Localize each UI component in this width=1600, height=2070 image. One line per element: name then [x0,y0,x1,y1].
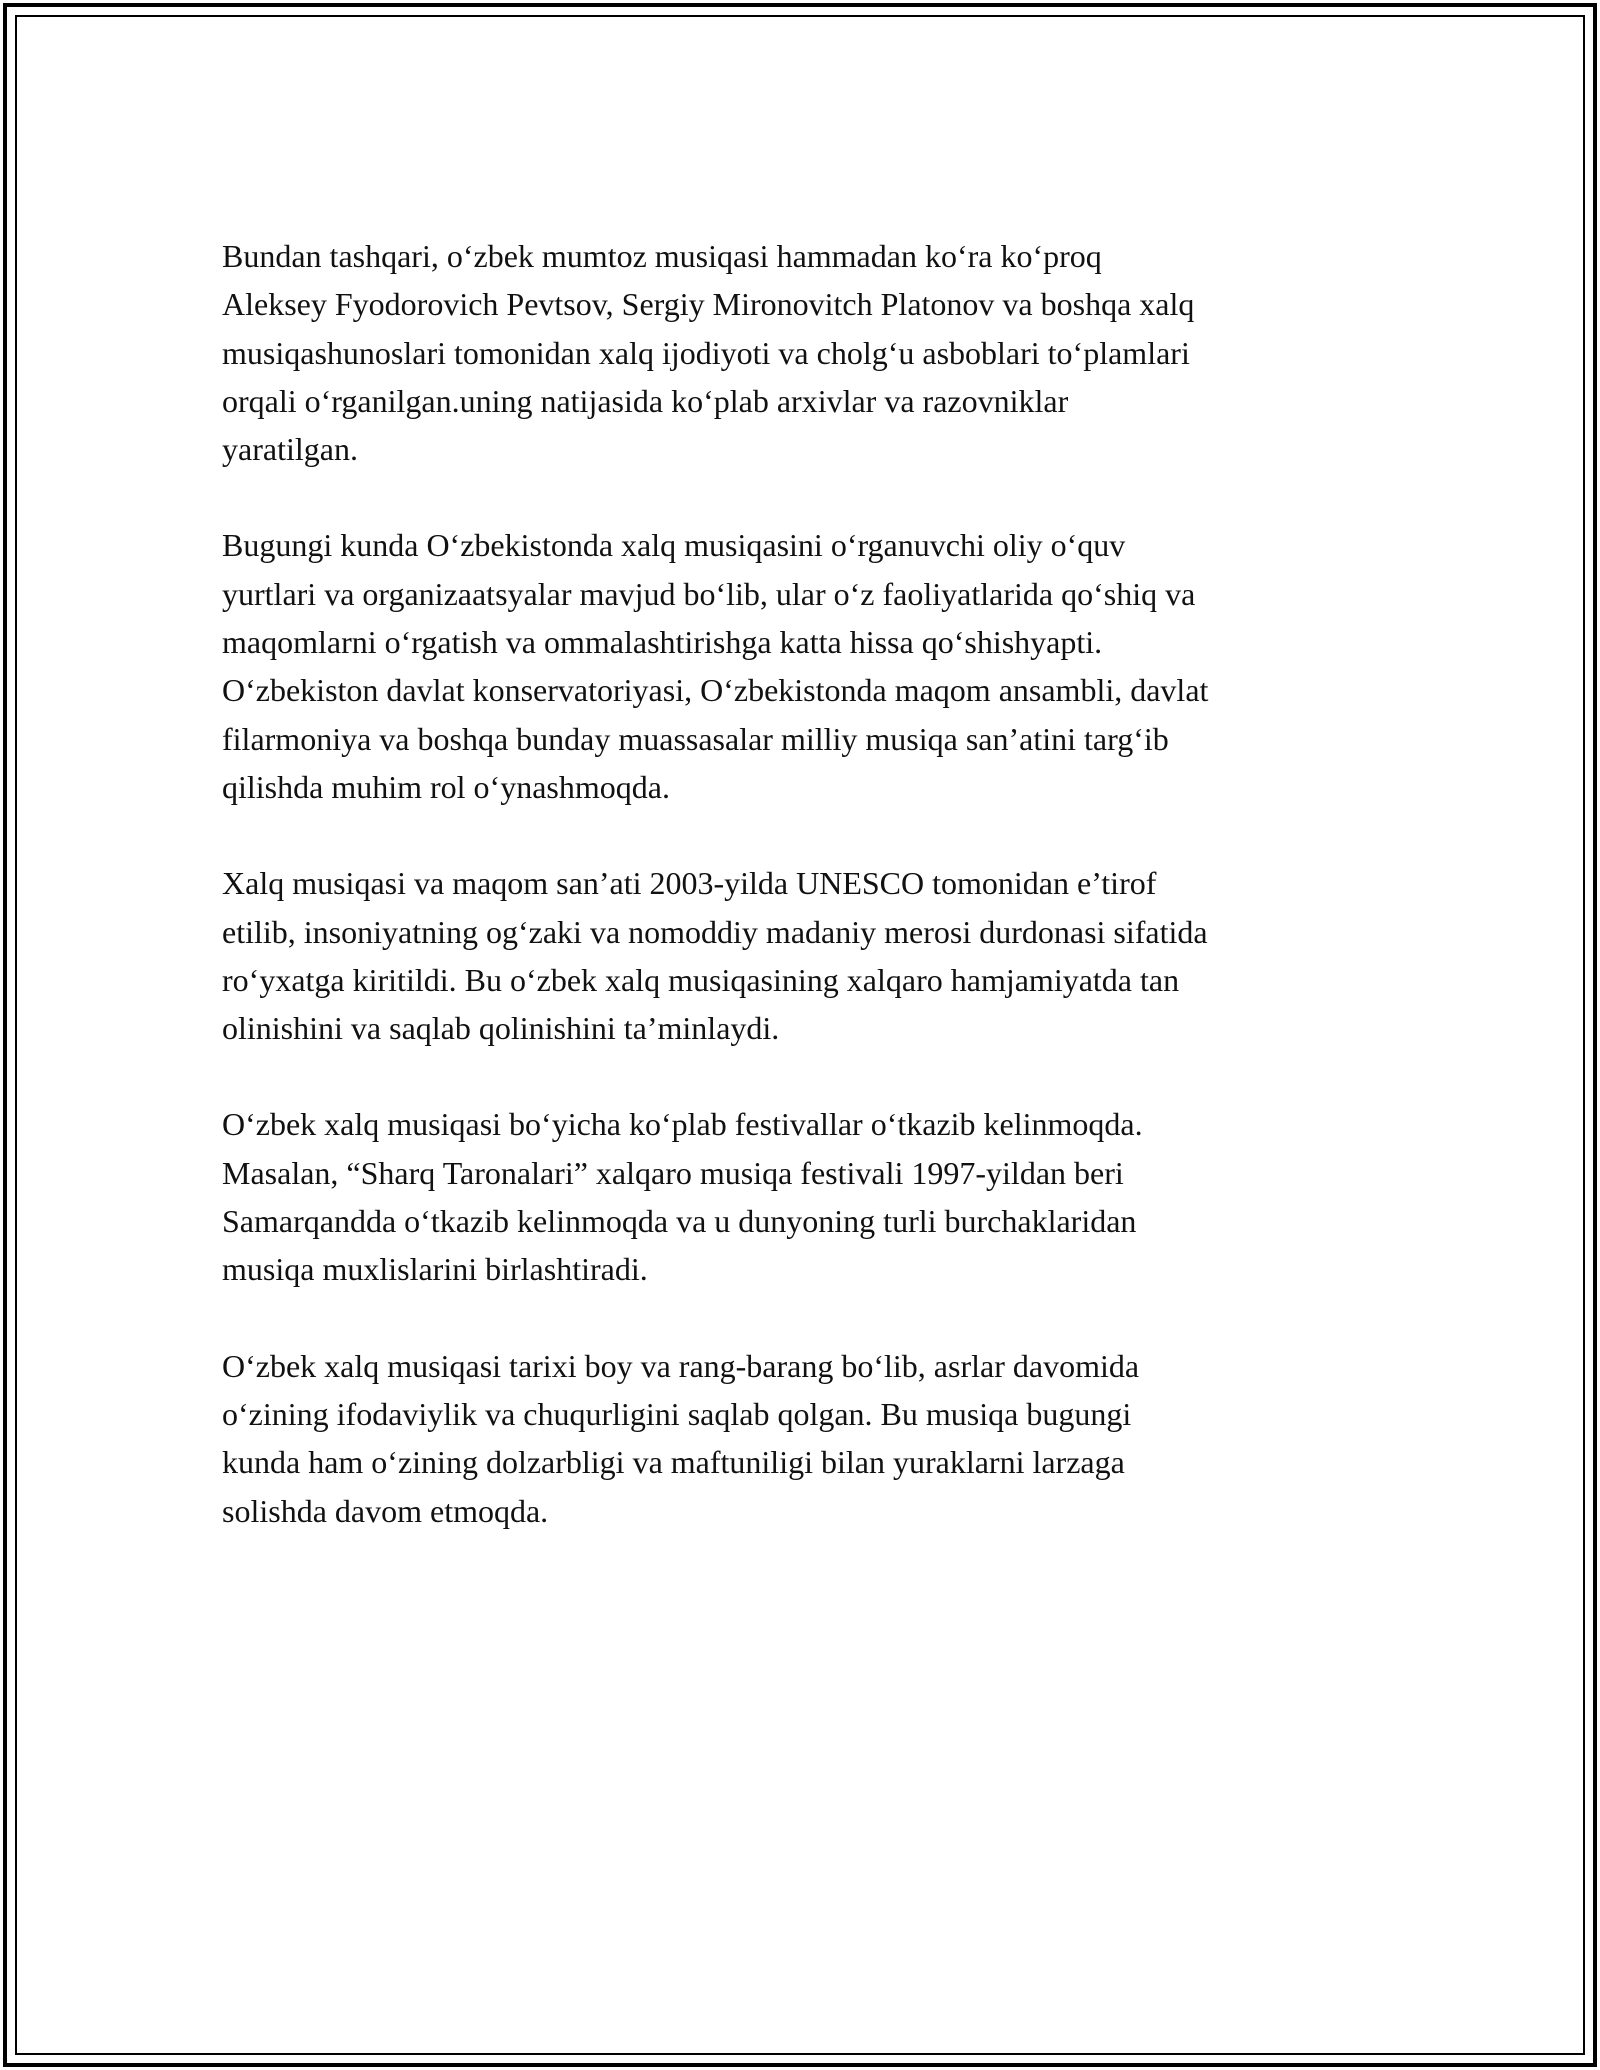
text-line: orqali o‘rganilgan.uning natijasida ko‘plab arxivlar va razovniklar [222,382,1069,419]
text-line: Masalan, “Sharq Taronalari” xalqaro musiqa festivali 1997-yildan beri [222,1154,1124,1191]
paragraph [222,859,1392,1052]
document-body [222,232,1392,1583]
paragraph [222,521,1392,811]
paragraph [222,1100,1392,1293]
text-line: qilishda muhim rol o‘ynashmoqda. [222,768,670,805]
text-line: yurtlari va organizaatsyalar mavjud bo‘lib, ular o‘z faoliyatlarida qo‘shiq va [222,575,1196,612]
text-line: ro‘yxatga kiritildi. Bu o‘zbek xalq musiqasining xalqaro hamjamiyatda tan [222,961,1180,998]
paragraph [222,1342,1392,1535]
text-line: olinishini va saqlab qolinishini ta’minlaydi. [222,1010,780,1047]
text-line: Aleksey Fyodorovich Pevtsov, Sergiy Mironovitch Platonov va boshqa xalq [222,286,1195,323]
text-line: Bundan tashqari, o‘zbek mumtoz musiqasi hammadan ko‘ra ko‘proq [222,238,1102,274]
paragraph [222,232,1392,473]
text-line: O‘zbek xalq musiqasi bo‘yicha ko‘plab festivallar o‘tkazib kelinmoqda. [222,1106,1143,1143]
text-line: Xalq musiqasi va maqom san’ati 2003-yilda UNESCO tomonidan e’tirof [222,865,1157,902]
text-line: Bugungi kunda O‘zbekistonda xalq musiqasini o‘rganuvchi oliy o‘quv [222,527,1126,564]
text-line: yaratilgan. [222,431,358,468]
text-line: maqomlarni o‘rgatish va ommalashtirishga katta hissa qo‘shishyapti. [222,624,1103,661]
text-line: o‘zining ifodaviylik va chuqurligini saqlab qolgan. Bu musiqa bugungi [222,1395,1132,1432]
text-line: Samarqandda o‘tkazib kelinmoqda va u dunyoning turli burchaklaridan [222,1203,1137,1240]
text-line: solishda davom etmoqda. [222,1492,549,1529]
text-line: musiqa muxlislarini birlashtiradi. [222,1251,648,1288]
text-line: O‘zbek xalq musiqasi tarixi boy va rang-barang bo‘lib, asrlar davomida [222,1347,1140,1384]
text-line: kunda ham o‘zining dolzarbligi va maftuniligi bilan yuraklarni larzaga [222,1444,1125,1481]
text-line: filarmoniya va boshqa bunday muassasalar milliy musiqa san’atini targ‘ib [222,720,1169,757]
text-line: musiqashunoslari tomonidan xalq ijodiyoti va cholg‘u asboblari to‘plamlari [222,334,1190,371]
text-line: etilib, insoniyatning og‘zaki va nomoddiy madaniy merosi durdonasi sifatida [222,913,1208,950]
text-line: O‘zbekiston davlat konservatoriyasi, O‘zbekistonda maqom ansambli, davlat [222,672,1209,709]
